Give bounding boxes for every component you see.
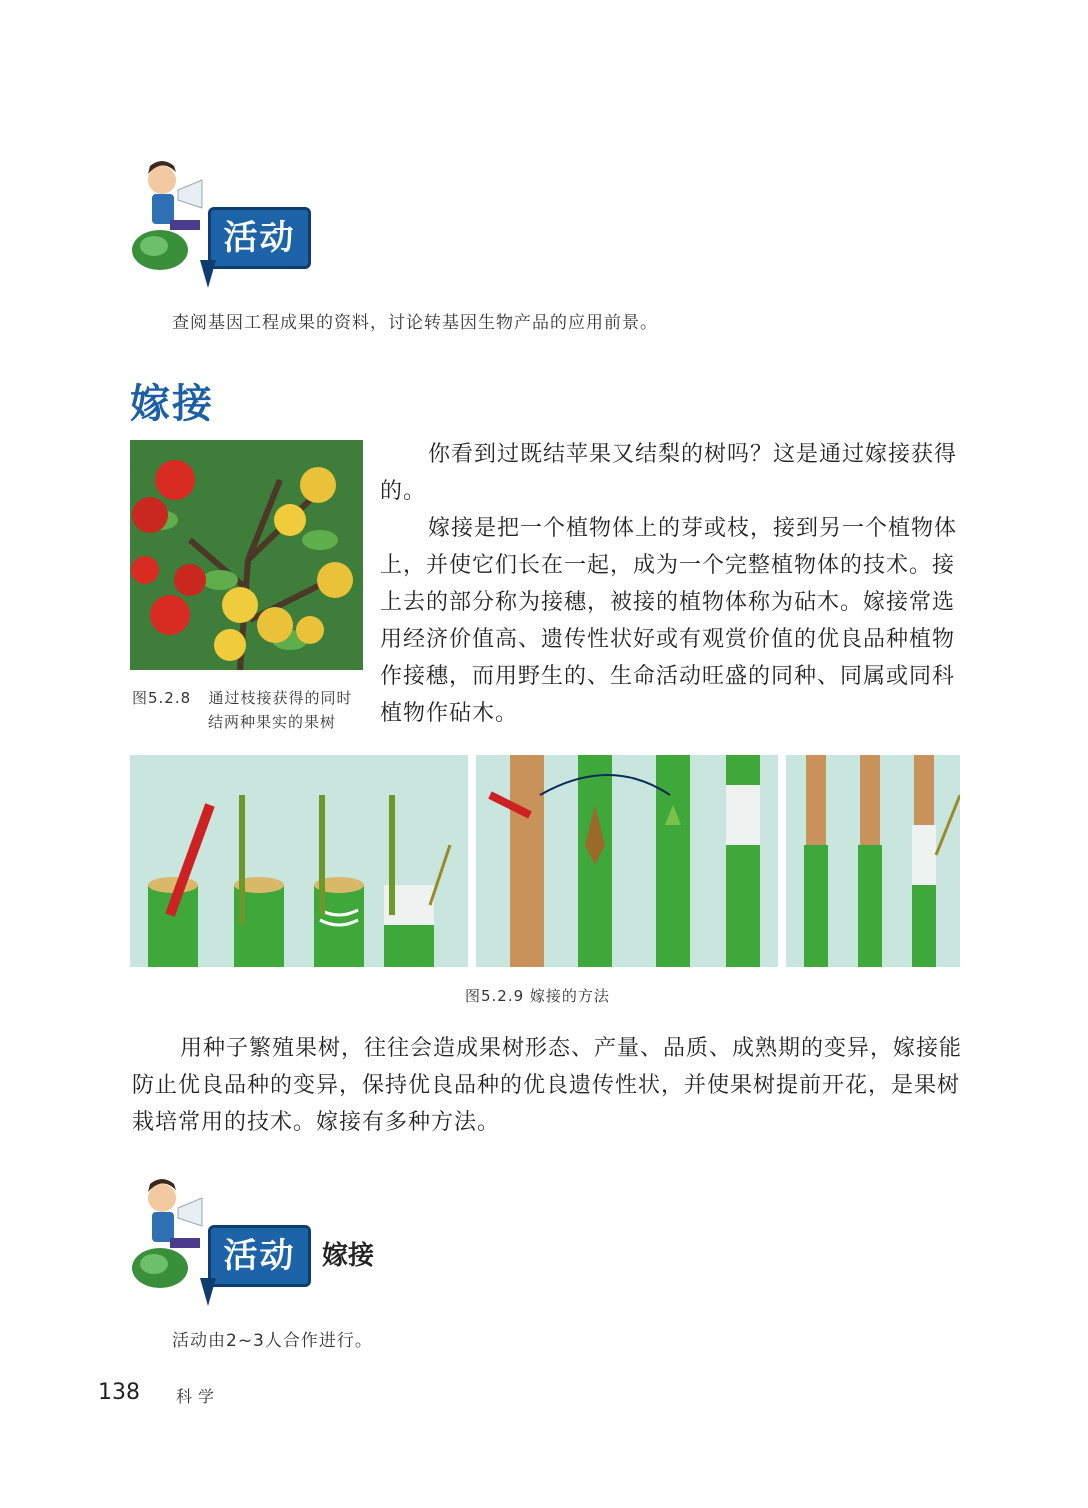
figure-caption: 图5.2.9 嫁接的方法 xyxy=(465,987,610,1005)
caption-line: 通过枝接获得的同时 xyxy=(208,689,353,707)
paragraph: 嫁接是把一个植物体上的芽或枝，接到另一个植物体上，并使它们长在一起，成为一个完整植物体的技术。接上去的部分称为接穗，被接的植物体称为砧木。嫁接常选用经济价值高、遗传性状好或有观赏价值的优良品种植物作接穗，而用野生的、生命活动旺盛的同种、同属或同科植物作砧木。 xyxy=(380,516,958,726)
figure-caption xyxy=(132,686,367,734)
book-title: 科学 xyxy=(176,1387,221,1406)
activity-badge-label: 活动 xyxy=(208,207,311,269)
badge-tail xyxy=(200,1278,216,1306)
caption-line: 结两种果实的果树 xyxy=(208,713,337,731)
paragraph: 你看到过既结苹果又结梨的树吗？这是通过嫁接获得的。 xyxy=(380,442,958,504)
badge-tail xyxy=(200,260,216,288)
page-number: 138 xyxy=(98,1380,140,1405)
fruit-tree-photo xyxy=(130,440,363,670)
activity-text: 活动由2~3人合作进行。 xyxy=(172,1331,373,1351)
activity-badge xyxy=(130,1168,310,1318)
caption-number: 图5.2.8 xyxy=(132,689,192,707)
activity-badge-label: 活动 xyxy=(208,1225,311,1287)
section-title: 嫁接 xyxy=(130,381,214,427)
paragraph: 用种子繁殖果树，往往会造成果树形态、产量、品质、成熟期的变异，嫁接能防止优良品种的变异，保持优良品种的优良遗传性状，并使果树提前开花，是果树栽培常用的技术。嫁接有多种方法。 xyxy=(132,1036,963,1135)
activity-badge xyxy=(130,150,310,300)
activity-text: 查阅基因工程成果的资料，讨论转基因生物产品的应用前景。 xyxy=(172,313,658,333)
grafting-methods-illustration xyxy=(130,755,960,967)
activity-subtitle: 嫁接 xyxy=(322,1241,375,1271)
